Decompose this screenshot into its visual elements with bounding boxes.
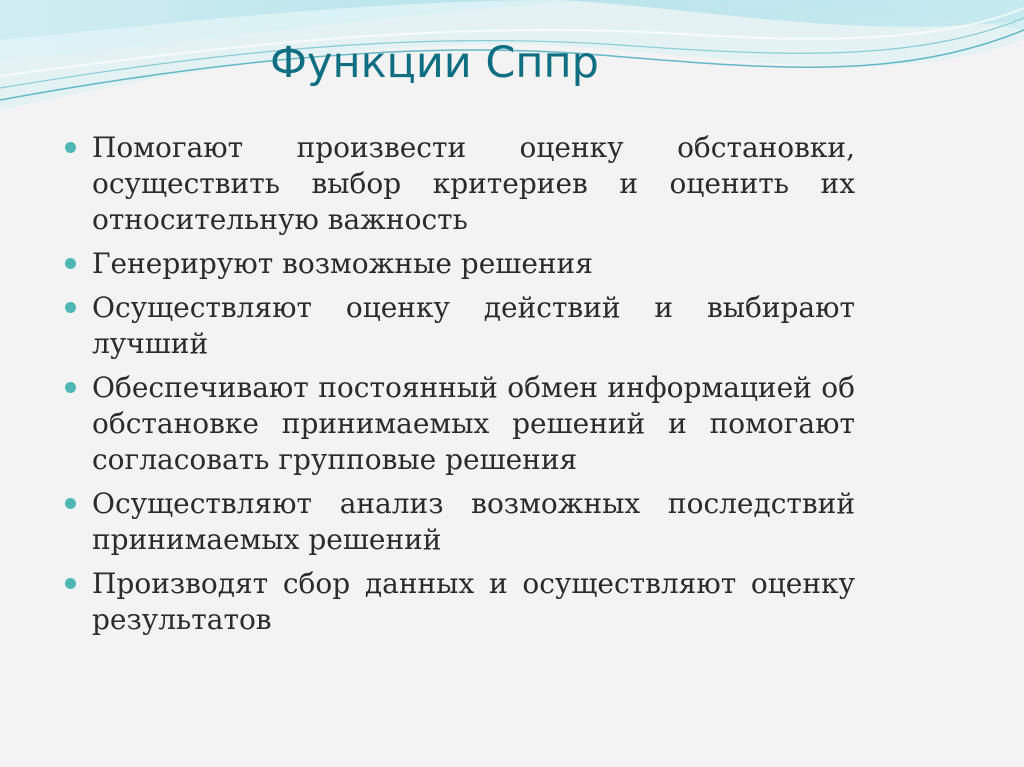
bullet-text: Производят сбор данных и осуществляют оценку результатов xyxy=(92,567,855,636)
bullet-text: Осуществляют анализ возможных последствий принимаемых решений xyxy=(92,487,855,556)
bullet-dot-icon xyxy=(65,382,76,393)
bullet-text: Помогают произвести оценку обстановки, осуществить выбор критериев и оценить их относительную важность xyxy=(92,131,855,236)
bullet-text: Осуществляют оценку действий и выбирают лучший xyxy=(92,291,855,360)
bullet-text: Обеспечивают постоянный обмен информацией об обстановке принимаемых решений и помогают согласовать групповые решения xyxy=(92,371,855,476)
list-item xyxy=(65,290,855,362)
list-item xyxy=(65,246,855,282)
list-item xyxy=(65,370,855,478)
slide-title: Функции Сппр xyxy=(270,38,599,88)
bullet-dot-icon xyxy=(65,258,76,269)
bullet-dot-icon xyxy=(65,498,76,509)
bullet-dot-icon xyxy=(65,578,76,589)
bullet-text: Генерируют возможные решения xyxy=(92,247,593,280)
list-item xyxy=(65,566,855,638)
bullet-dot-icon xyxy=(65,302,76,313)
list-item xyxy=(65,486,855,558)
bullet-list xyxy=(65,130,855,646)
bullet-dot-icon xyxy=(65,142,76,153)
list-item xyxy=(65,130,855,238)
